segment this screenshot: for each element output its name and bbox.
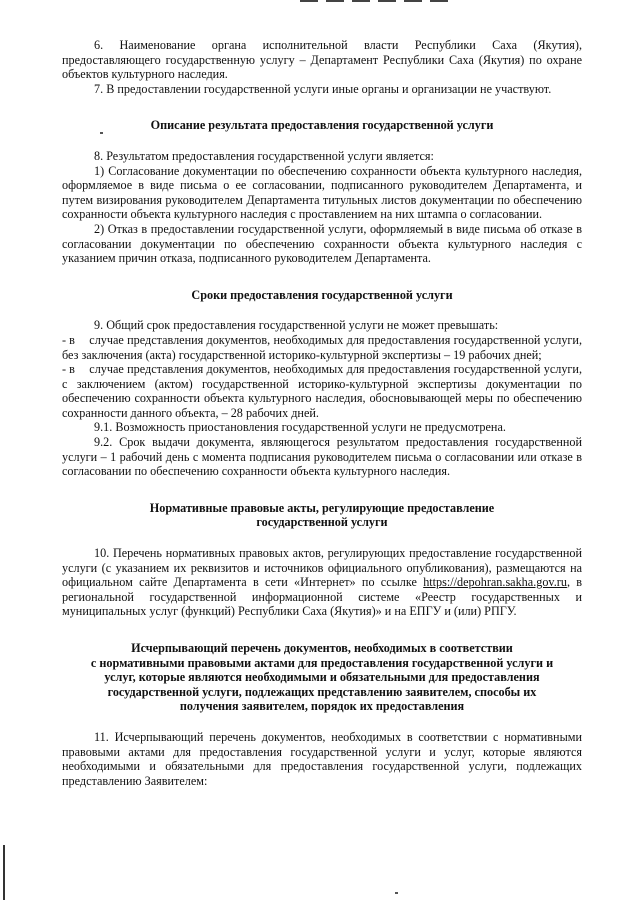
department-site-link[interactable]: https://depohran.sakha.gov.ru xyxy=(423,575,567,590)
result-item-2: 2) Отказ в предоставлении государственной услуги, оформляемый в виде письма об отказе в согласовании документации по обеспечению сохранности объекта культурного наследия с указанием причин отказа, подписанного руководителем Департамента. xyxy=(62,221,582,266)
heading-result: Описание результата предоставления государственной услуги xyxy=(150,118,494,133)
term-bullet-1-text: случае представления документов, необходимых для предоставления государственной услуги, без заключения (акта) государственной историко-культурной экспертизы – 19 рабочих дней; xyxy=(62,332,582,362)
scan-artifact-left xyxy=(3,845,5,900)
heading-docs-line-5: получения заявителем, порядок их предоставления xyxy=(179,699,465,714)
paragraph-7: 7. В предоставлении государственной услуги иные органы и организации не участвуют. xyxy=(94,81,552,96)
paragraph-8: 8. Результатом предоставления государственной услуги является: xyxy=(94,148,434,163)
paragraph-9: 9. Общий срок предоставления государственной услуги не может превышать: xyxy=(94,318,499,333)
heading-docs-line-3: услуг, которые являются необходимыми и обязательными для предоставления xyxy=(104,670,540,685)
heading-docs-line-1: Исчерпывающий перечень документов, необходимых в соответствии xyxy=(131,641,513,655)
term-bullet-2 xyxy=(62,362,582,420)
result-item-1: 1) Согласование документации по обеспечению сохранности объекта культурного наследия, оформляемое в виде письма о ее согласовании, подписанного руководителем Департамента, и путем визирования руководителем Департамента титульных листов документации по обеспечению сохранности объекта культурного наследия с проставлением на них штампа о согласовании. xyxy=(62,163,582,222)
heading-terms: Сроки предоставления государственной услуги xyxy=(191,287,453,302)
paragraph-9-1: 9.1. Возможность приостановления государственной услуги не предусмотрена. xyxy=(94,420,506,435)
paragraph-10-end: , в региональной государственной информационной системе «Реестр государственных и муниципальных услуг (функций) Республики Саха (Якутия)» и на ЕПГУ и (или) РПГУ. xyxy=(62,575,582,619)
document-page xyxy=(62,38,582,788)
heading-docs-line-4: государственной услуги, подлежащих представлению заявителем, способы их xyxy=(107,684,537,699)
paragraph-10 xyxy=(62,546,582,619)
paragraph-9-2: 9.2. Срок выдачи документа, являющегося результатом предоставления государственной услуги – 1 рабочий день с момента подписания руководителем письма о согласовании или отказе в согласовании по обеспечению сохранности объекта культурного наследия. xyxy=(62,435,582,479)
term-bullet-2-text: случае представления документов, необходимых для предоставления государственной услуги, с заключением (актом) государственной историко-культурной экспертизы документации по обеспечению сохранности объекта культурного наследия, обосновывающей меры по обеспечению сохранности данного объекта, – 28 рабочих дней. xyxy=(62,362,582,420)
heading-docs-line-2: с нормативными правовыми актами для предоставления государственной услуги и xyxy=(90,655,554,670)
term-bullet-1 xyxy=(62,333,582,362)
bullet-mark: - в xyxy=(62,362,75,377)
scan-artifact-top xyxy=(300,0,450,2)
scan-dot xyxy=(395,892,398,894)
bullet-mark: - в xyxy=(62,332,75,347)
paragraph-11: 11. Исчерпывающий перечень документов, необходимых в соответствии с нормативными правовыми актами для предоставления государственной услуги и услуг, которые являются необходимыми и обязательными для предоставления государственной услуги, подлежащих представлению Заявителем: xyxy=(62,729,582,788)
heading-acts-line-1: Нормативные правовые акты, регулирующие предоставление xyxy=(149,500,495,515)
paragraph-10-start: 10. Перечень нормативных правовых актов, регулирующих предоставление государственной услуги (с указанием их реквизитов и источников официального опубликования), размещаются на официальном сайте Департамента в сети «Интернет» по ссылке xyxy=(62,546,582,590)
heading-acts-line-2: государственной услуги xyxy=(256,515,388,530)
paragraph-6: 6. Наименование органа исполнительной власти Республики Саха (Якутия), предоставляющего государственную услугу – Департамент Республики Саха (Якутия) по охране объектов культурного наследия. xyxy=(62,38,582,82)
